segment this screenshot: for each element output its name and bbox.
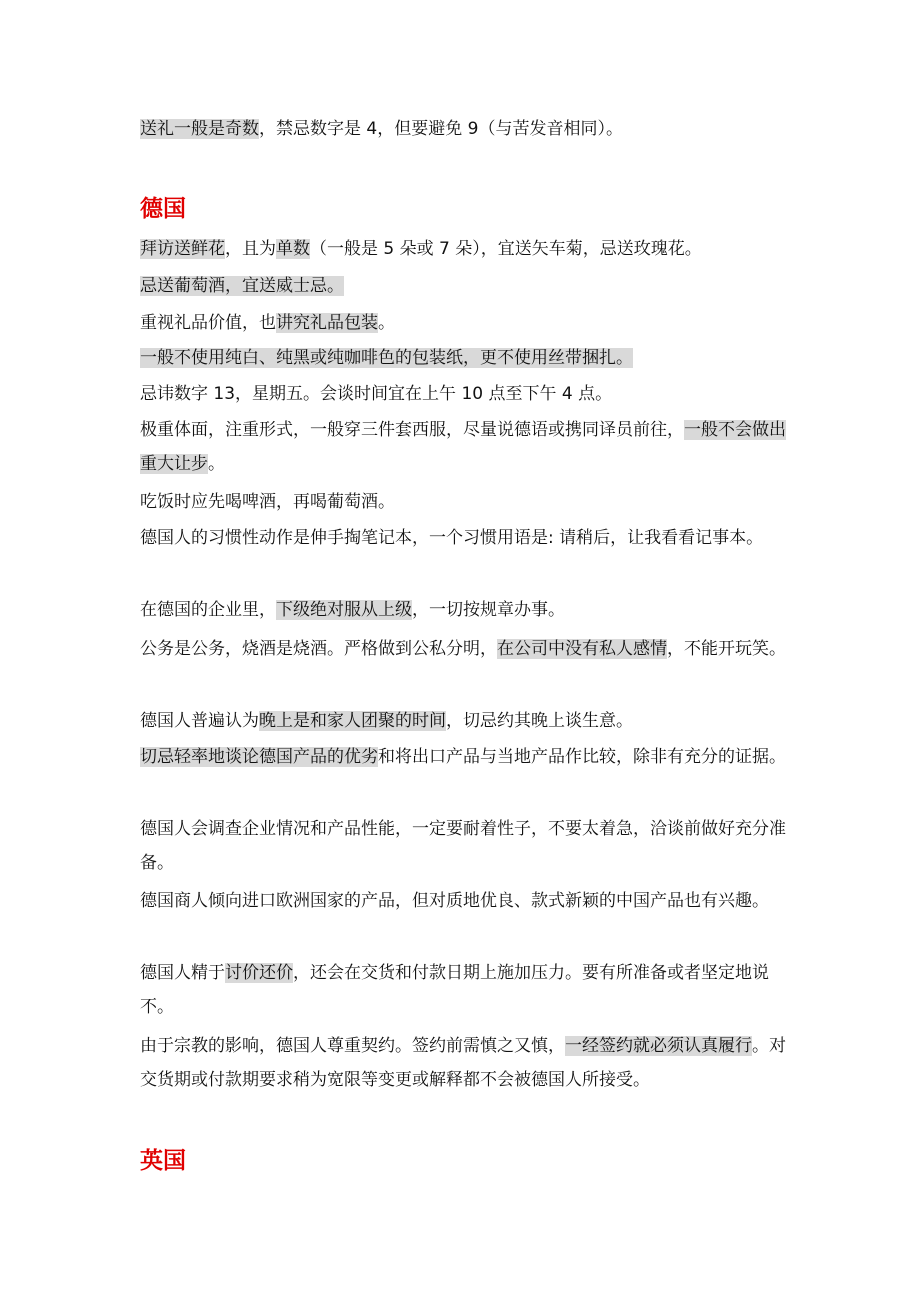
- text: （一般是 5 朵或 7 朵），宜送矢车菊，忌送玫瑰花。: [310, 239, 702, 259]
- highlight: 送礼一般是奇数: [140, 119, 259, 139]
- text: 吃饭时应先喝啤酒，再喝葡萄酒。: [140, 492, 395, 512]
- text: 和将出口产品与当地产品作比较，除非有充分的证据。: [378, 747, 786, 767]
- paragraph-germany-formality: [140, 413, 790, 481]
- paragraph-germany-notebook: [140, 521, 790, 555]
- highlight: 一般不使用纯白、纯黑或纯咖啡色的包装纸，更不使用丝带捆扎。: [140, 348, 633, 368]
- highlight: 讲究礼品包装: [276, 313, 378, 333]
- text: ，禁忌数字是 4，但要避免 9（与苦发音相同）。: [259, 119, 623, 139]
- text: ，一切按规章办事。: [412, 600, 565, 620]
- text: 忌讳数字 13，星期五。会谈时间宜在上午 10 点至下午 4 点。: [140, 384, 613, 404]
- paragraph-germany-import-preference: [140, 884, 790, 918]
- text: 。: [208, 454, 225, 474]
- highlight: 下级绝对服从上级: [276, 600, 412, 620]
- paragraph-germany-contracts: [140, 1029, 790, 1097]
- paragraph-germany-product-comparison: [140, 740, 790, 774]
- highlight: 晚上是和家人团聚的时间: [259, 711, 446, 731]
- paragraph-germany-flowers: [140, 232, 790, 266]
- text: 。对交货期或付款期要求稍为宽限等变更或解释都不会被德国人所接受。: [140, 1036, 786, 1090]
- paragraph-germany-packaging: [140, 306, 790, 340]
- paragraph-germany-wine-gift: [140, 269, 790, 303]
- text: ，不能开玩笑。: [667, 639, 786, 659]
- text: 公务是公务，烧酒是烧酒。严格做到公私分明，: [140, 639, 497, 659]
- text: ，且为: [225, 239, 276, 259]
- highlight: 在公司中没有私人感情: [497, 639, 667, 659]
- text: ，切忌约其晚上谈生意。: [446, 711, 633, 731]
- paragraph-germany-preparation: [140, 812, 790, 880]
- text: 重视礼品价值，也: [140, 313, 276, 333]
- highlight: 拜访送鲜花: [140, 239, 225, 259]
- paragraph-intro-gift-numbers: [140, 112, 790, 146]
- paragraph-germany-bargaining: [140, 956, 790, 1024]
- highlight: 一般不会做出重大让步: [140, 420, 786, 474]
- paragraph-germany-hierarchy: [140, 593, 790, 627]
- section-heading-uk: 英国: [140, 1147, 186, 1174]
- highlight: 切忌轻率地谈论德国产品的优劣: [140, 747, 378, 767]
- section-heading-germany: 德国: [140, 195, 186, 222]
- paragraph-germany-business-private: [140, 632, 790, 666]
- text: 德国商人倾向进口欧洲国家的产品，但对质地优良、款式新颖的中国产品也有兴趣。: [140, 891, 769, 911]
- text: 德国人的习惯性动作是伸手掏笔记本，一个习惯用语是: 请稍后，让我看看记事本。: [140, 528, 764, 548]
- paragraph-germany-evenings: [140, 704, 790, 738]
- paragraph-germany-taboo-numbers: [140, 377, 790, 411]
- text: 德国人普遍认为: [140, 711, 259, 731]
- highlight: 讨价还价: [225, 963, 293, 983]
- text: 在德国的企业里，: [140, 600, 276, 620]
- text: ，还会在交货和付款日期上施加压力。要有所准备或者坚定地说不。: [140, 963, 769, 1017]
- text: 。: [378, 313, 395, 333]
- text: 德国人精于: [140, 963, 225, 983]
- highlight: 一经签约就必须认真履行: [565, 1036, 752, 1056]
- text: 极重体面，注重形式，一般穿三件套西服，尽量说德语或携同译员前往，: [140, 420, 684, 440]
- paragraph-germany-wrapping-colors: [140, 341, 790, 375]
- highlight: 单数: [276, 239, 310, 259]
- paragraph-germany-drinking: [140, 485, 790, 519]
- text: 由于宗教的影响，德国人尊重契约。签约前需慎之又慎，: [140, 1036, 565, 1056]
- text: 德国人会调查企业情况和产品性能，一定要耐着性子，不要太着急，洽谈前做好充分准备。: [140, 819, 786, 873]
- highlight: 忌送葡萄酒，宜送威士忌。: [140, 276, 344, 296]
